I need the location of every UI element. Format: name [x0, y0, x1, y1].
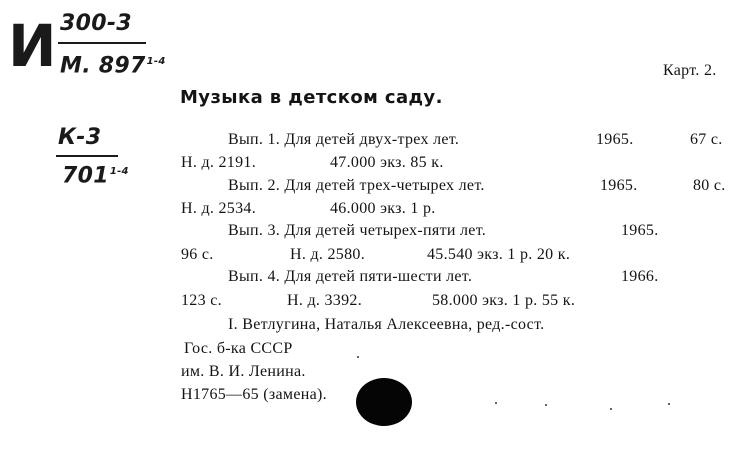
entry-4-print: 58.000 экз. 1 р. 55 к. — [432, 292, 576, 309]
entry-2-pages: 80 с. — [693, 177, 726, 194]
shelf-code-1-top: 300-3 — [60, 11, 132, 36]
entry-4-pages: 123 с. — [181, 292, 222, 309]
shelf-code-2-sup: 1-4 — [109, 166, 129, 177]
entry-1-line: Вып. 1. Для детей двух-трех лет. — [228, 131, 460, 148]
ink-blot — [356, 378, 412, 426]
entry-3-nd: Н. д. 2580. — [290, 246, 365, 263]
entry-4-line: Вып. 4. Для детей пяти-шести лет. — [228, 268, 473, 285]
entry-2-nd: Н. д. 2534. — [181, 200, 256, 217]
entry-4-nd: Н. д. 3392. — [287, 292, 362, 309]
entry-4-year: 1966. — [621, 268, 659, 285]
shelf-code-2-top: К-3 — [58, 125, 102, 150]
book-title: Музыка в детском саду. — [180, 87, 443, 108]
shelf-code-2-rule — [56, 155, 118, 157]
scan-speck — [495, 402, 497, 404]
entry-1-pages: 67 с. — [690, 131, 723, 148]
library-line-3: Н1765—65 (замена). — [181, 386, 327, 403]
handwritten-initial: И — [8, 12, 57, 80]
entry-2-year: 1965. — [600, 177, 638, 194]
shelf-code-1-sup: 1-4 — [146, 56, 166, 67]
entry-3-print: 45.540 экз. 1 р. 20 к. — [427, 246, 571, 263]
card-number: Карт. 2. — [663, 62, 717, 79]
shelf-code-1-bottom — [60, 50, 166, 78]
shelf-code-1-bottom-text: М. 897 — [60, 53, 146, 79]
entry-3-pages: 96 с. — [181, 246, 214, 263]
entry-2-print: 46.000 экз. 1 р. — [330, 200, 436, 217]
entry-3-year: 1965. — [621, 222, 659, 239]
shelf-code-2-bottom — [62, 160, 129, 188]
scan-speck — [545, 404, 547, 406]
shelf-code-1-rule — [58, 42, 146, 44]
entry-1-print: 47.000 экз. 85 к. — [330, 154, 444, 171]
entry-1-nd: Н. д. 2191. — [181, 154, 256, 171]
entry-3-line: Вып. 3. Для детей четырех-пяти лет. — [228, 222, 487, 239]
entry-2-line: Вып. 2. Для детей трех-четырех лет. — [228, 177, 485, 194]
scan-speck — [668, 403, 670, 405]
scan-speck — [610, 408, 612, 410]
editor-line: I. Ветлугина, Наталья Алексеевна, ред.-сост. — [228, 316, 545, 333]
library-line-2: им. В. И. Ленина. — [181, 363, 306, 380]
scan-speck — [357, 356, 359, 358]
shelf-code-2-bottom-text: 701 — [62, 163, 109, 189]
library-line-1: Гос. б-ка СССР — [184, 340, 293, 357]
entry-1-year: 1965. — [596, 131, 634, 148]
